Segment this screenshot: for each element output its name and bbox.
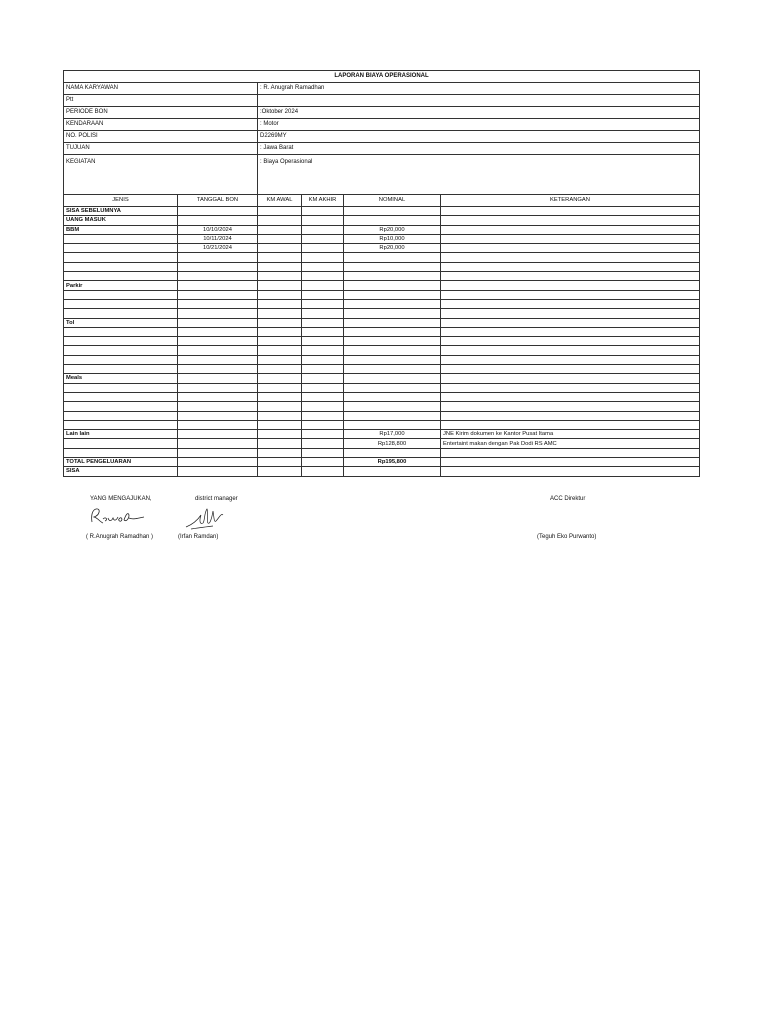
info-row [64, 83, 700, 95]
cell-km-akhir [302, 383, 344, 392]
info-value: D2269MY [258, 131, 700, 143]
manager-signature-image [183, 503, 231, 531]
cell-jenis [64, 234, 178, 243]
cell-jenis: Tol [64, 318, 178, 327]
table-row [64, 374, 700, 383]
cell-keterangan [441, 216, 700, 225]
cell-km-akhir [302, 392, 344, 401]
report-title: LAPORAN BIAYA OPERASIONAL [64, 71, 700, 83]
cell-keterangan [441, 411, 700, 420]
info-value [258, 95, 700, 107]
table-row [64, 207, 700, 216]
cell-km-awal [258, 327, 302, 336]
cell-keterangan [441, 355, 700, 364]
cell-tanggal [178, 272, 258, 281]
cell-keterangan [441, 272, 700, 281]
cell-nominal [344, 272, 441, 281]
cell-km-awal [258, 225, 302, 234]
cell-km-akhir [302, 374, 344, 383]
cell-nominal [344, 207, 441, 216]
cell-tanggal [178, 207, 258, 216]
table-row [64, 272, 700, 281]
cell-km-awal [258, 299, 302, 308]
table-row [64, 420, 700, 429]
sisa-value [344, 467, 441, 476]
cell-km-akhir [302, 216, 344, 225]
cell-nominal [344, 355, 441, 364]
table-row [64, 327, 700, 336]
cell-tanggal [178, 346, 258, 355]
cell-jenis: UANG MASUK [64, 216, 178, 225]
cell-tanggal [178, 281, 258, 290]
cell-km-awal [258, 439, 302, 448]
table-row [64, 337, 700, 346]
total-row [64, 458, 700, 467]
cell-keterangan [441, 207, 700, 216]
col-nominal: NOMINAL [344, 195, 441, 207]
cell-tanggal [178, 309, 258, 318]
director-name: (Teguh Eko Purwanto) [537, 534, 597, 540]
cell-nominal [344, 383, 441, 392]
applicant-name: ( R.Anugrah Ramadhan ) [86, 534, 154, 540]
cell-nominal [344, 327, 441, 336]
cell-jenis [64, 327, 178, 336]
cell-jenis [64, 402, 178, 411]
report-header-table [63, 70, 700, 195]
cell-km-awal [258, 253, 302, 262]
cell-keterangan [441, 225, 700, 234]
cell-tanggal [178, 430, 258, 439]
cell-jenis [64, 272, 178, 281]
info-value: : Biaya Operasional [258, 155, 700, 195]
cell-keterangan [441, 318, 700, 327]
cell-tanggal [178, 374, 258, 383]
info-label: KENDARAAN [64, 119, 258, 131]
cell-km-akhir [302, 439, 344, 448]
cell-tanggal [178, 216, 258, 225]
cell-keterangan [441, 327, 700, 336]
cell-nominal [344, 253, 441, 262]
cell-km-awal [258, 216, 302, 225]
cell-jenis [64, 392, 178, 401]
info-value: :Oktober 2024 [258, 107, 700, 119]
cell-jenis [64, 420, 178, 429]
cell-km-awal [258, 207, 302, 216]
cell-tanggal [178, 327, 258, 336]
manager-title: district manager [195, 496, 238, 502]
cell-km-akhir [302, 244, 344, 253]
cell-nominal: Rp128,800 [344, 439, 441, 448]
cell-jenis [64, 299, 178, 308]
cell-tanggal [178, 365, 258, 374]
cell-km-awal [258, 290, 302, 299]
cell-keterangan: JNE Kirim dokumen ke Kantor Pusat Itama [441, 430, 700, 439]
manager-name: (Irfan Ramdan) [178, 534, 219, 540]
cell-jenis: Meals [64, 374, 178, 383]
cell-km-akhir [302, 448, 344, 457]
info-value: : Motor [258, 119, 700, 131]
cell-jenis: Parkir [64, 281, 178, 290]
table-row [64, 216, 700, 225]
cell-tanggal: 10/11/2024 [178, 234, 258, 243]
cell-nominal: Rp10,000 [344, 234, 441, 243]
table-row [64, 402, 700, 411]
table-row [64, 439, 700, 448]
cell-tanggal [178, 448, 258, 457]
info-label: PERIODE BON [64, 107, 258, 119]
cell-km-akhir [302, 281, 344, 290]
cell-km-akhir [302, 337, 344, 346]
cell-keterangan [441, 448, 700, 457]
table-row [64, 365, 700, 374]
cell-km-awal [258, 383, 302, 392]
cell-jenis [64, 290, 178, 299]
cell-km-awal [258, 402, 302, 411]
info-label: TUJUAN [64, 143, 258, 155]
cell-nominal [344, 402, 441, 411]
cell-km-akhir [302, 355, 344, 364]
cell-jenis: SISA SEBELUMNYA [64, 207, 178, 216]
cell-nominal [344, 281, 441, 290]
cell-km-awal [258, 430, 302, 439]
cell-km-akhir [302, 420, 344, 429]
cell-jenis [64, 244, 178, 253]
cell-tanggal [178, 411, 258, 420]
total-label: TOTAL PENGELUARAN [64, 458, 178, 467]
info-value: : Jawa Barat [258, 143, 700, 155]
cell-km-akhir [302, 299, 344, 308]
expense-table-header [64, 195, 700, 207]
col-jenis: JENIS [64, 195, 178, 207]
cell-tanggal [178, 355, 258, 364]
cell-km-awal [258, 411, 302, 420]
cell-nominal [344, 216, 441, 225]
cell-km-akhir [302, 318, 344, 327]
cell-tanggal [178, 420, 258, 429]
table-row [64, 430, 700, 439]
cell-km-awal [258, 337, 302, 346]
cell-jenis [64, 365, 178, 374]
cell-km-akhir [302, 309, 344, 318]
expense-table [63, 194, 700, 477]
expense-report-sheet [63, 70, 699, 477]
table-row [64, 290, 700, 299]
cell-keterangan [441, 374, 700, 383]
cell-tanggal [178, 262, 258, 271]
cell-keterangan [441, 392, 700, 401]
cell-jenis [64, 448, 178, 457]
cell-jenis [64, 309, 178, 318]
info-label: KEGIATAN [64, 155, 258, 195]
cell-tanggal [178, 337, 258, 346]
applicant-title: YANG MENGAJUKAN, [90, 496, 152, 502]
cell-keterangan [441, 346, 700, 355]
cell-km-akhir [302, 234, 344, 243]
cell-jenis [64, 337, 178, 346]
table-row [64, 346, 700, 355]
cell-tanggal [178, 290, 258, 299]
cell-tanggal [178, 439, 258, 448]
cell-km-awal [258, 365, 302, 374]
cell-km-akhir [302, 272, 344, 281]
info-row [64, 95, 700, 107]
table-row [64, 309, 700, 318]
cell-keterangan [441, 402, 700, 411]
cell-jenis [64, 411, 178, 420]
cell-tanggal [178, 318, 258, 327]
table-row [64, 411, 700, 420]
cell-km-awal [258, 420, 302, 429]
cell-tanggal [178, 402, 258, 411]
cell-nominal: Rp20,000 [344, 244, 441, 253]
cell-km-awal [258, 448, 302, 457]
cell-nominal [344, 411, 441, 420]
table-row [64, 383, 700, 392]
applicant-signature-image [88, 506, 150, 528]
cell-km-awal [258, 281, 302, 290]
table-row [64, 262, 700, 271]
cell-keterangan [441, 383, 700, 392]
cell-km-awal [258, 262, 302, 271]
cell-jenis [64, 346, 178, 355]
cell-nominal [344, 346, 441, 355]
cell-km-awal [258, 355, 302, 364]
info-row [64, 131, 700, 143]
cell-nominal: Rp20,000 [344, 225, 441, 234]
director-title: ACC Direktur [550, 496, 586, 502]
cell-keterangan: Entertaint makan dengan Pak Dodi RS AMC [441, 439, 700, 448]
cell-tanggal [178, 392, 258, 401]
cell-nominal [344, 262, 441, 271]
cell-km-akhir [302, 290, 344, 299]
info-value: : R. Anugrah Ramadhan [258, 83, 700, 95]
cell-jenis [64, 253, 178, 262]
cell-km-akhir [302, 327, 344, 336]
cell-keterangan [441, 337, 700, 346]
cell-jenis [64, 262, 178, 271]
cell-keterangan [441, 262, 700, 271]
cell-jenis [64, 383, 178, 392]
cell-keterangan [441, 309, 700, 318]
table-row [64, 448, 700, 457]
col-keterangan: KETERANGAN [441, 195, 700, 207]
table-row [64, 355, 700, 364]
cell-km-akhir [302, 262, 344, 271]
sisa-row [64, 467, 700, 476]
cell-keterangan [441, 281, 700, 290]
cell-km-awal [258, 244, 302, 253]
cell-jenis [64, 355, 178, 364]
table-row [64, 281, 700, 290]
cell-tanggal [178, 253, 258, 262]
cell-km-awal [258, 234, 302, 243]
total-value: Rp195,800 [344, 458, 441, 467]
cell-nominal: Rp17,000 [344, 430, 441, 439]
col-km-awal: KM AWAL [258, 195, 302, 207]
table-row [64, 253, 700, 262]
cell-nominal [344, 318, 441, 327]
cell-km-akhir [302, 207, 344, 216]
info-row [64, 119, 700, 131]
table-row [64, 392, 700, 401]
cell-tanggal [178, 383, 258, 392]
info-label: NAMA KARYAWAN [64, 83, 258, 95]
cell-nominal [344, 420, 441, 429]
cell-jenis: Lain lain [64, 430, 178, 439]
cell-keterangan [441, 365, 700, 374]
cell-nominal [344, 337, 441, 346]
cell-jenis [64, 439, 178, 448]
cell-km-akhir [302, 365, 344, 374]
col-km-akhir: KM AKHIR [302, 195, 344, 207]
table-row [64, 318, 700, 327]
cell-nominal [344, 299, 441, 308]
info-label: Ptt [64, 95, 258, 107]
cell-tanggal: 10/10/2024 [178, 225, 258, 234]
cell-nominal [344, 392, 441, 401]
cell-km-akhir [302, 253, 344, 262]
cell-km-akhir [302, 225, 344, 234]
cell-keterangan [441, 244, 700, 253]
cell-jenis: BBM [64, 225, 178, 234]
table-row [64, 244, 700, 253]
info-row [64, 155, 700, 195]
table-row [64, 225, 700, 234]
cell-tanggal: 10/21/2024 [178, 244, 258, 253]
cell-km-akhir [302, 411, 344, 420]
cell-nominal [344, 448, 441, 457]
cell-km-awal [258, 374, 302, 383]
cell-keterangan [441, 234, 700, 243]
info-row [64, 107, 700, 119]
cell-km-awal [258, 309, 302, 318]
cell-km-awal [258, 272, 302, 281]
cell-keterangan [441, 420, 700, 429]
cell-nominal [344, 309, 441, 318]
info-label: NO. POLISI [64, 131, 258, 143]
cell-km-akhir [302, 346, 344, 355]
cell-km-awal [258, 318, 302, 327]
cell-km-awal [258, 392, 302, 401]
cell-nominal [344, 374, 441, 383]
cell-km-akhir [302, 402, 344, 411]
cell-keterangan [441, 290, 700, 299]
cell-nominal [344, 365, 441, 374]
cell-km-akhir [302, 430, 344, 439]
cell-nominal [344, 290, 441, 299]
col-tanggal-bon: TANGGAL BON [178, 195, 258, 207]
cell-keterangan [441, 299, 700, 308]
info-row [64, 143, 700, 155]
sisa-label: SISA [64, 467, 178, 476]
table-row [64, 299, 700, 308]
cell-keterangan [441, 253, 700, 262]
cell-km-awal [258, 346, 302, 355]
cell-tanggal [178, 299, 258, 308]
table-row [64, 234, 700, 243]
